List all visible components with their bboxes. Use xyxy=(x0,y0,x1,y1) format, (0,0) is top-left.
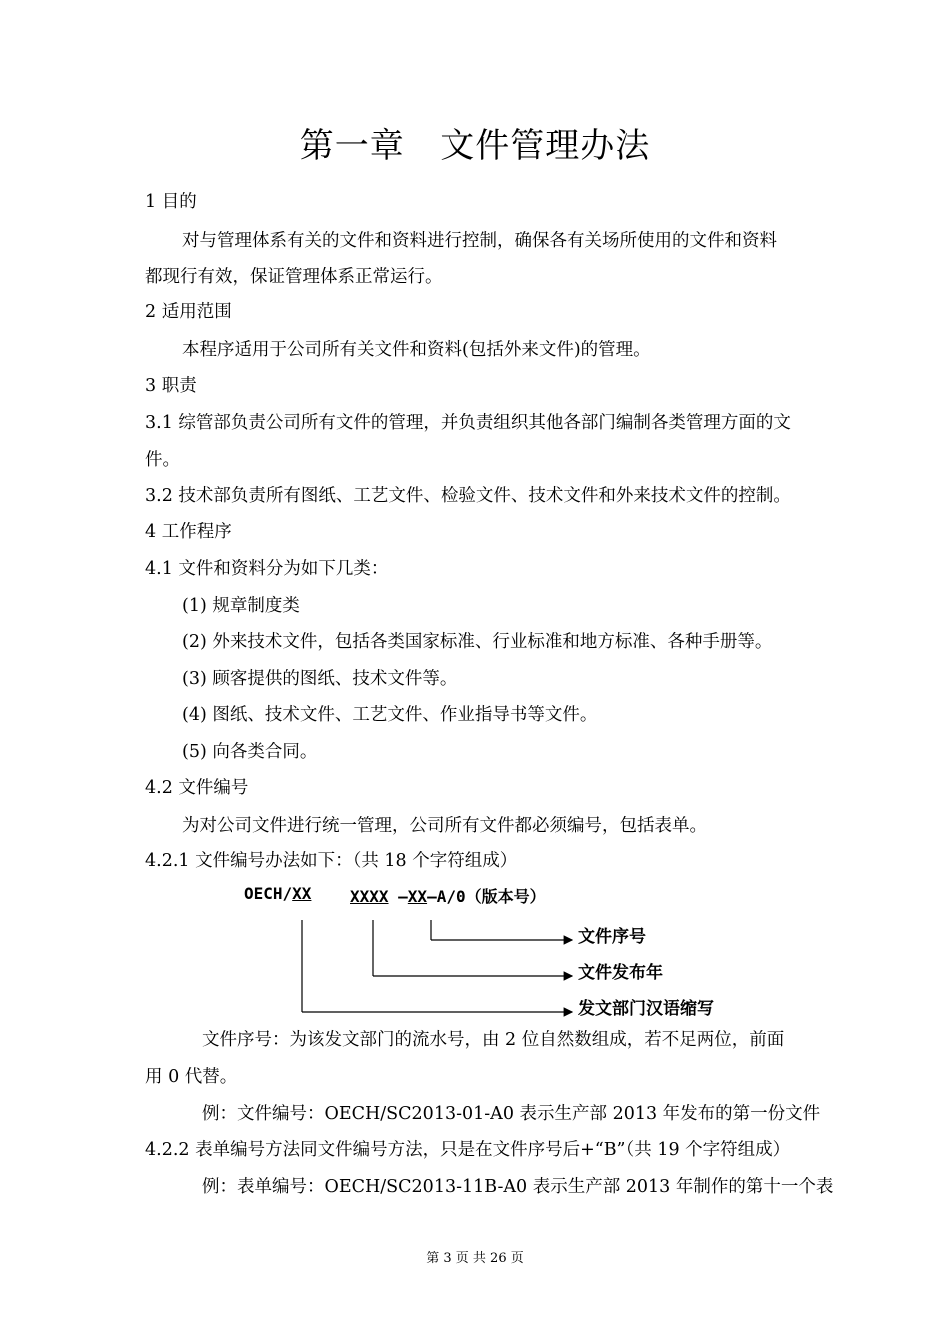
paragraph-line: 用 0 代替。 xyxy=(145,1067,238,1087)
code-prefix: OECH/ xyxy=(244,884,293,903)
section-heading-form-numbering: 4.2.2 表单编号方法同文件编号方法，只是在文件序号后+“B”（共 19 个字符组成） xyxy=(145,1140,791,1160)
diagram-connectors xyxy=(0,878,950,1028)
paragraph-line: 对与管理体系有关的文件和资料进行控制，确保各有关场所使用的文件和资料 xyxy=(182,231,777,251)
paragraph-line: 为对公司文件进行统一管理，公司所有文件都必须编号，包括表单。 xyxy=(182,816,707,836)
section-heading-duties: 3 职责 xyxy=(145,376,197,396)
paragraph-line: 本程序适用于公司所有关文件和资料(包括外来文件)的管理。 xyxy=(182,340,651,360)
label-serial: 文件序号 xyxy=(578,927,646,947)
example-line: 例：文件编号：OECH/SC2013-01-A0 表示生产部 2013 年发布的第一份文件 xyxy=(202,1104,821,1124)
paragraph-line: 文件序号：为该发文部门的流水号，由 2 位自然数组成，若不足两位，前面 xyxy=(202,1030,785,1050)
paragraph-line: 都现行有效，保证管理体系正常运行。 xyxy=(145,267,443,287)
numbering-diagram xyxy=(0,878,950,1028)
paragraph-line: 件。 xyxy=(145,450,180,470)
label-year: 文件发布年 xyxy=(578,963,663,983)
list-item: (4) 图纸、技术文件、工艺文件、作业指导书等文件。 xyxy=(182,705,598,725)
label-dept: 发文部门汉语缩写 xyxy=(578,999,714,1019)
list-item: (2) 外来技术文件，包括各类国家标准、行业标准和地方标准、各种手册等。 xyxy=(182,632,773,652)
section-heading-purpose: 1 目的 xyxy=(145,192,197,212)
paragraph-line: 4.1 文件和资料分为如下几类： xyxy=(145,559,389,579)
paragraph-line: 3.1 综管部负责公司所有文件的管理，并负责组织其他各部门编制各类管理方面的文 xyxy=(145,413,791,433)
code-dash: — xyxy=(388,887,408,906)
page-footer: 第 3 页 共 26 页 xyxy=(426,1251,524,1266)
code-version: —A/0（版本号） xyxy=(427,887,546,906)
section-heading-numbering: 4.2 文件编号 xyxy=(145,778,249,798)
paragraph-line: 3.2 技术部负责所有图纸、工艺文件、检验文件、技术文件和外来技术文件的控制。 xyxy=(145,486,791,506)
chapter-title: 第一章 文件管理办法 xyxy=(299,126,651,166)
list-item: (3) 顾客提供的图纸、技术文件等。 xyxy=(182,669,458,689)
code-serial: XX xyxy=(407,887,428,906)
list-item: (5) 向各类合同。 xyxy=(182,742,318,762)
code-dept: XX xyxy=(292,884,312,903)
section-heading-procedure: 4 工作程序 xyxy=(145,522,232,542)
code-year: XXXX xyxy=(350,887,389,906)
paragraph-line: 4.2.1 文件编号办法如下：（共 18 个字符组成） xyxy=(145,851,518,871)
section-heading-scope: 2 适用范围 xyxy=(145,302,232,322)
example-line: 例：表单编号：OECH/SC2013-11B-A0 表示生产部 2013 年制作的第十一个表 xyxy=(202,1177,834,1197)
list-item: (1) 规章制度类 xyxy=(182,596,300,616)
